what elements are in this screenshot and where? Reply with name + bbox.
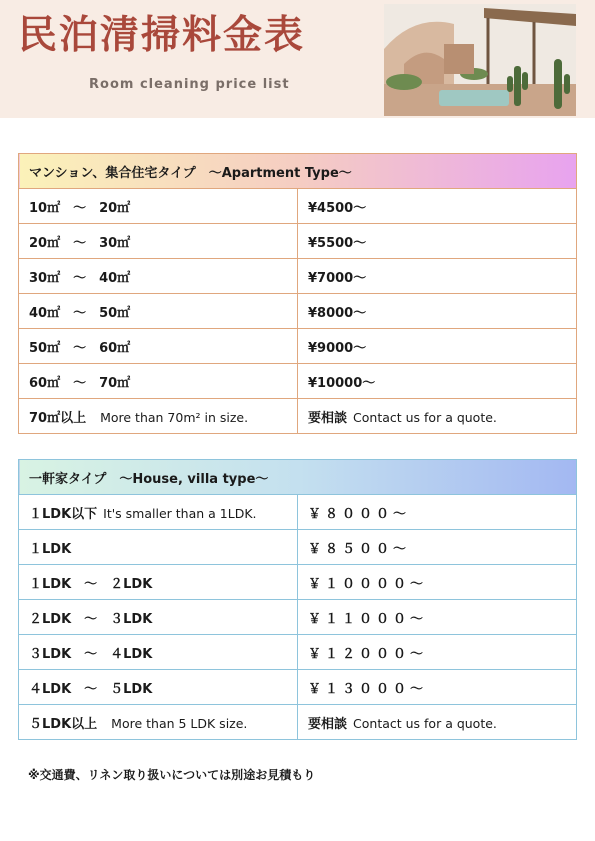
size-label: 70㎡以上 bbox=[29, 410, 87, 426]
villa-photo bbox=[384, 4, 576, 116]
size-cell: 10㎡ ～ 20㎡ bbox=[19, 189, 298, 224]
table-row bbox=[19, 364, 577, 399]
price-cell: ￥１２０００～ bbox=[298, 635, 577, 670]
size-note: It's smaller than a 1LDK. bbox=[103, 505, 257, 521]
size-cell: 40㎡ ～ 50㎡ bbox=[19, 294, 298, 329]
size-cell bbox=[19, 705, 298, 740]
table-row bbox=[19, 329, 577, 364]
table-row bbox=[19, 635, 577, 670]
table-row bbox=[19, 670, 577, 705]
price-cell: ￥１３０００～ bbox=[298, 670, 577, 705]
size-note: More than 5 LDK size. bbox=[111, 715, 248, 731]
table-row bbox=[19, 189, 577, 224]
size-cell: 20㎡ ～ 30㎡ bbox=[19, 224, 298, 259]
table-row bbox=[19, 565, 577, 600]
price-cell: ￥１１０００～ bbox=[298, 600, 577, 635]
house-price-table bbox=[18, 459, 577, 740]
size-cell: 30㎡ ～ 40㎡ bbox=[19, 259, 298, 294]
price-cell: ￥８０００～ bbox=[298, 495, 577, 530]
size-note: More than 70m² in size. bbox=[100, 409, 249, 425]
price-cell: ¥5500～ bbox=[298, 224, 577, 259]
table-row bbox=[19, 600, 577, 635]
house-heading: 一軒家タイプ ～House, villa type～ bbox=[19, 460, 577, 495]
size-cell: 60㎡ ～ 70㎡ bbox=[19, 364, 298, 399]
size-cell: ３LDK ～ ４LDK bbox=[19, 635, 298, 670]
price-label: 要相談 bbox=[308, 410, 348, 426]
size-cell: 50㎡ ～ 60㎡ bbox=[19, 329, 298, 364]
contact-note: Contact us for a quote. bbox=[353, 409, 497, 425]
table-row bbox=[19, 294, 577, 329]
header-banner bbox=[0, 0, 595, 118]
apartment-heading: マンション、集合住宅タイプ ～Apartment Type～ bbox=[19, 154, 577, 189]
apartment-price-table bbox=[18, 153, 577, 434]
page-title: 民泊清掃料金表 bbox=[18, 13, 306, 58]
table-row bbox=[19, 530, 577, 565]
table-row bbox=[19, 705, 577, 740]
price-cell: ¥8000～ bbox=[298, 294, 577, 329]
price-cell: ￥１００００～ bbox=[298, 565, 577, 600]
page-subtitle: Room cleaning price list bbox=[89, 77, 290, 92]
house-table-header bbox=[19, 460, 577, 495]
size-label: ５LDK以上 bbox=[29, 716, 98, 732]
table-row bbox=[19, 259, 577, 294]
size-cell bbox=[19, 495, 298, 530]
price-cell bbox=[298, 705, 577, 740]
size-cell bbox=[19, 399, 298, 434]
table-row bbox=[19, 399, 577, 434]
price-cell: ¥4500～ bbox=[298, 189, 577, 224]
footnote: ※交通費、リネン取り扱いについては別途お見積もり bbox=[28, 768, 316, 782]
size-cell: １LDK bbox=[19, 530, 298, 565]
price-cell: ¥7000～ bbox=[298, 259, 577, 294]
price-cell: ¥9000～ bbox=[298, 329, 577, 364]
table-row bbox=[19, 224, 577, 259]
price-cell bbox=[298, 399, 577, 434]
contact-note: Contact us for a quote. bbox=[353, 715, 497, 731]
price-cell: ¥10000～ bbox=[298, 364, 577, 399]
size-cell: １LDK ～ ２LDK bbox=[19, 565, 298, 600]
price-cell: ￥８５００～ bbox=[298, 530, 577, 565]
apartment-table-header bbox=[19, 154, 577, 189]
size-label: １LDK以下 bbox=[29, 506, 98, 522]
size-cell: ４LDK ～ ５LDK bbox=[19, 670, 298, 705]
size-cell: ２LDK ～ ３LDK bbox=[19, 600, 298, 635]
price-label: 要相談 bbox=[308, 716, 348, 732]
table-row bbox=[19, 495, 577, 530]
